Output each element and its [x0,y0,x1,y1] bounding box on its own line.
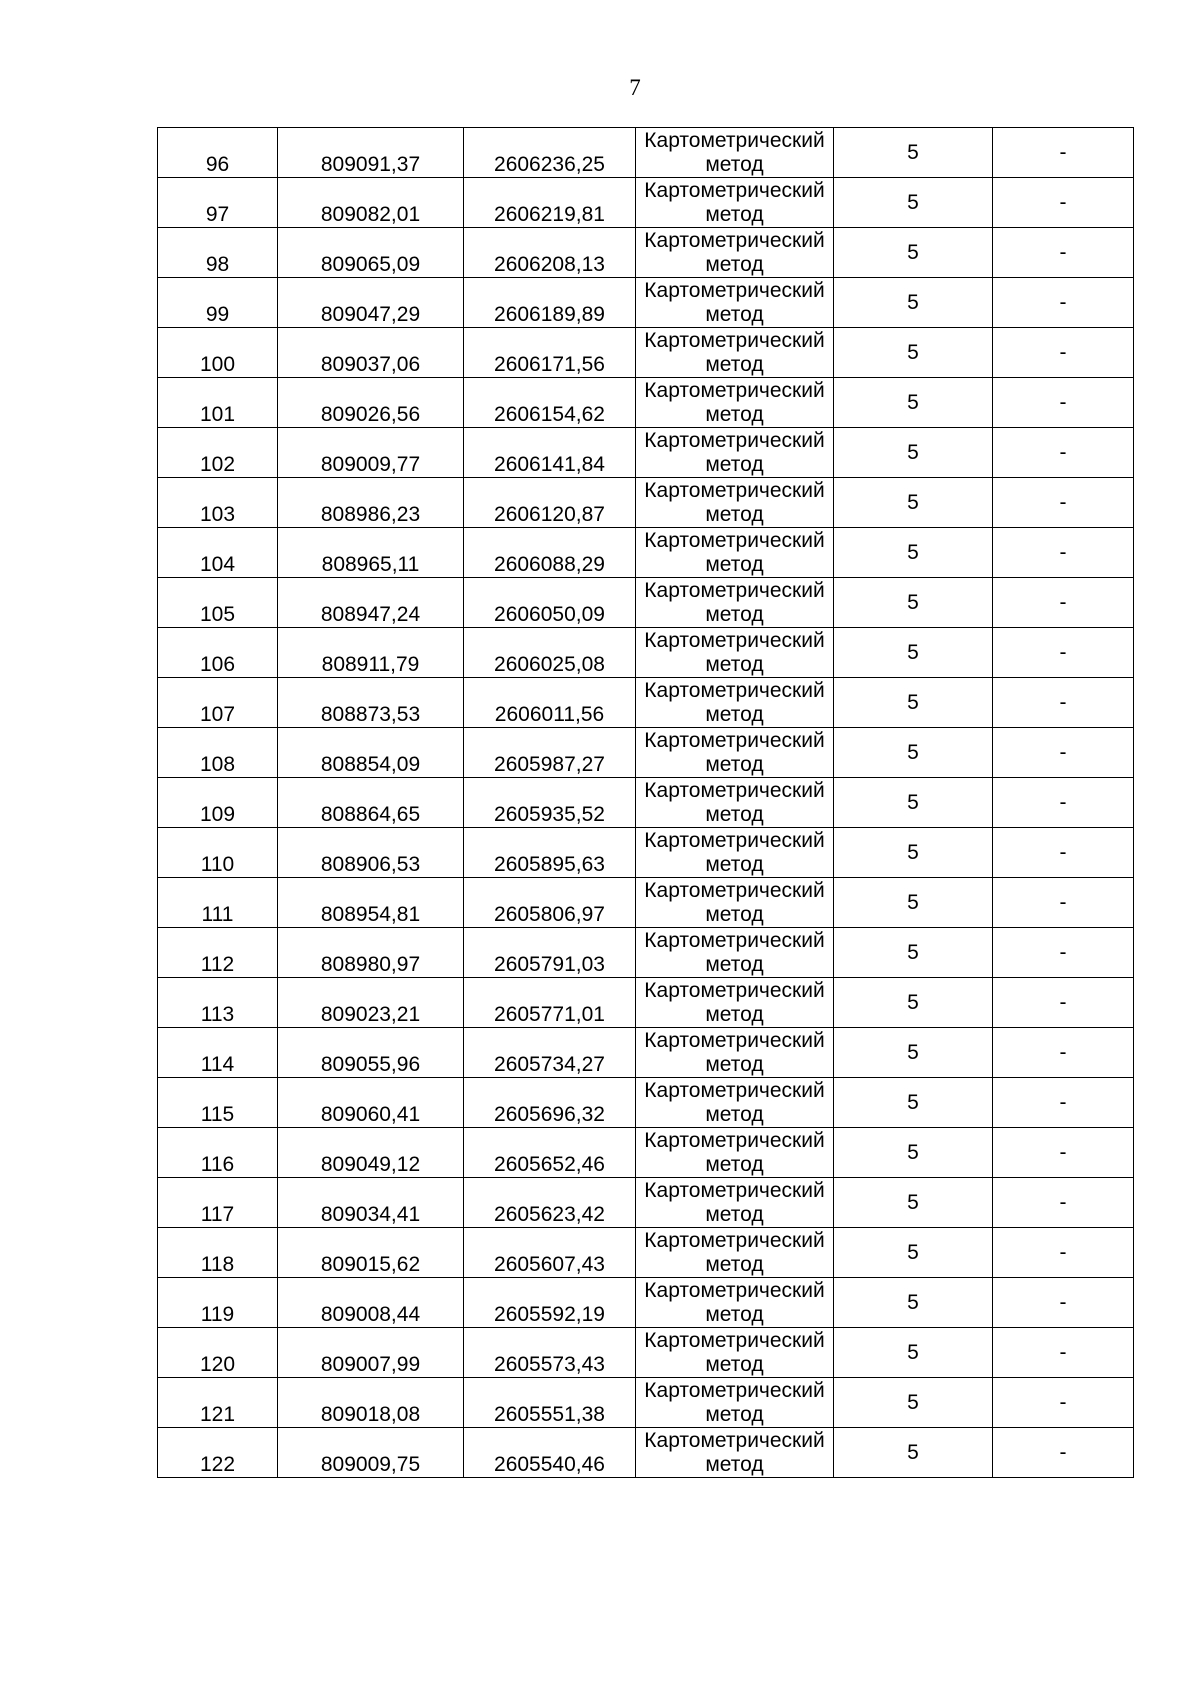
note-cell: - [993,1078,1134,1128]
method-line-2: метод [705,402,764,426]
point-number-cell: 105 [158,578,278,628]
accuracy-cell: 5 [834,1228,993,1278]
y-coordinate-cell: 2606025,08 [464,628,636,678]
accuracy-cell: 5 [834,328,993,378]
method-line-1: Картометрический [644,128,825,152]
point-number-cell: 114 [158,1028,278,1078]
x-coordinate-cell: 809008,44 [278,1278,464,1328]
point-number-cell: 102 [158,428,278,478]
accuracy-cell: 5 [834,1028,993,1078]
method-line-2: метод [705,1202,764,1226]
y-coordinate-cell: 2605806,97 [464,878,636,928]
page-number: 7 [629,75,641,100]
method-line-2: метод [705,902,764,926]
accuracy-cell: 5 [834,478,993,528]
table-row [158,428,1134,478]
table-row [158,1328,1134,1378]
y-coordinate-cell: 2606219,81 [464,178,636,228]
accuracy-cell: 5 [834,128,993,178]
method-line-1: Картометрический [644,678,825,702]
table-row [158,228,1134,278]
note-cell: - [993,128,1134,178]
y-coordinate-cell: 2606120,87 [464,478,636,528]
y-coordinate-cell: 2606236,25 [464,128,636,178]
point-number-cell: 103 [158,478,278,528]
accuracy-cell: 5 [834,1278,993,1328]
method-cell [636,1428,834,1478]
note-cell: - [993,728,1134,778]
y-coordinate-cell: 2605551,38 [464,1378,636,1428]
accuracy-cell: 5 [834,778,993,828]
method-cell [636,978,834,1028]
note-cell: - [993,1178,1134,1228]
table-row [158,1078,1134,1128]
note-cell: - [993,428,1134,478]
point-number-cell: 110 [158,828,278,878]
method-line-2: метод [705,502,764,526]
method-line-2: метод [705,1052,764,1076]
note-cell: - [993,878,1134,928]
method-line-1: Картометрический [644,1128,825,1152]
accuracy-cell: 5 [834,628,993,678]
method-cell [636,678,834,728]
y-coordinate-cell: 2605540,46 [464,1428,636,1478]
method-line-1: Картометрический [644,1028,825,1052]
y-coordinate-cell: 2606141,84 [464,428,636,478]
method-line-2: метод [705,1402,764,1426]
method-line-2: метод [705,652,764,676]
note-cell: - [993,678,1134,728]
point-number-cell: 97 [158,178,278,228]
method-line-1: Картометрический [644,428,825,452]
x-coordinate-cell: 809034,41 [278,1178,464,1228]
point-number-cell: 101 [158,378,278,428]
x-coordinate-cell: 808864,65 [278,778,464,828]
table-body [158,128,1134,1478]
method-line-1: Картометрический [644,528,825,552]
table-row [158,478,1134,528]
table-row [158,1178,1134,1228]
x-coordinate-cell: 808980,97 [278,928,464,978]
method-line-2: метод [705,452,764,476]
note-cell: - [993,628,1134,678]
note-cell: - [993,328,1134,378]
method-cell [636,1278,834,1328]
accuracy-cell: 5 [834,1178,993,1228]
table-row [158,328,1134,378]
y-coordinate-cell: 2606011,56 [464,678,636,728]
accuracy-cell: 5 [834,828,993,878]
table-row [158,578,1134,628]
method-line-2: метод [705,1452,764,1476]
method-line-2: метод [705,1002,764,1026]
x-coordinate-cell: 809018,08 [278,1378,464,1428]
point-number-cell: 122 [158,1428,278,1478]
method-cell [636,628,834,678]
method-line-1: Картометрический [644,928,825,952]
point-number-cell: 108 [158,728,278,778]
point-number-cell: 118 [158,1228,278,1278]
x-coordinate-cell: 808947,24 [278,578,464,628]
note-cell: - [993,178,1134,228]
x-coordinate-cell: 809037,06 [278,328,464,378]
method-cell [636,128,834,178]
x-coordinate-cell: 809026,56 [278,378,464,428]
method-line-1: Картометрический [644,728,825,752]
x-coordinate-cell: 808854,09 [278,728,464,778]
accuracy-cell: 5 [834,1128,993,1178]
table-row [158,1128,1134,1178]
method-cell [636,478,834,528]
method-line-2: метод [705,602,764,626]
point-number-cell: 107 [158,678,278,728]
method-cell [636,1228,834,1278]
accuracy-cell: 5 [834,428,993,478]
method-line-2: метод [705,552,764,576]
method-line-2: метод [705,302,764,326]
point-number-cell: 98 [158,228,278,278]
accuracy-cell: 5 [834,1078,993,1128]
point-number-cell: 100 [158,328,278,378]
method-line-1: Картометрический [644,1228,825,1252]
x-coordinate-cell: 809009,77 [278,428,464,478]
note-cell: - [993,778,1134,828]
table-row [158,528,1134,578]
note-cell: - [993,1328,1134,1378]
accuracy-cell: 5 [834,878,993,928]
note-cell: - [993,228,1134,278]
accuracy-cell: 5 [834,378,993,428]
note-cell: - [993,1378,1134,1428]
y-coordinate-cell: 2605607,43 [464,1228,636,1278]
method-line-1: Картометрический [644,1278,825,1302]
table-row [158,1378,1134,1428]
method-line-2: метод [705,802,764,826]
method-cell [636,778,834,828]
point-number-cell: 120 [158,1328,278,1378]
accuracy-cell: 5 [834,228,993,278]
method-line-2: метод [705,952,764,976]
method-line-1: Картометрический [644,178,825,202]
y-coordinate-cell: 2605623,42 [464,1178,636,1228]
point-number-cell: 121 [158,1378,278,1428]
coordinates-table [157,127,1134,1478]
note-cell: - [993,828,1134,878]
method-line-1: Картометрический [644,1428,825,1452]
method-cell [636,378,834,428]
method-cell [636,1328,834,1378]
accuracy-cell: 5 [834,278,993,328]
table-row [158,678,1134,728]
method-cell [636,1128,834,1178]
table-row [158,1278,1134,1328]
method-cell [636,728,834,778]
method-line-1: Картометрический [644,278,825,302]
y-coordinate-cell: 2606171,56 [464,328,636,378]
x-coordinate-cell: 809007,99 [278,1328,464,1378]
method-line-1: Картометрический [644,228,825,252]
method-line-1: Картометрический [644,478,825,502]
accuracy-cell: 5 [834,728,993,778]
method-line-2: метод [705,1102,764,1126]
point-number-cell: 117 [158,1178,278,1228]
note-cell: - [993,528,1134,578]
note-cell: - [993,1028,1134,1078]
method-line-2: метод [705,752,764,776]
table-row [158,128,1134,178]
method-line-2: метод [705,202,764,226]
method-line-1: Картометрический [644,778,825,802]
method-line-1: Картометрический [644,878,825,902]
note-cell: - [993,1228,1134,1278]
method-line-1: Картометрический [644,1078,825,1102]
x-coordinate-cell: 809065,09 [278,228,464,278]
method-line-1: Картометрический [644,628,825,652]
point-number-cell: 104 [158,528,278,578]
table-row [158,278,1134,328]
method-cell [636,178,834,228]
method-cell [636,428,834,478]
method-line-1: Картометрический [644,978,825,1002]
note-cell: - [993,928,1134,978]
y-coordinate-cell: 2605895,63 [464,828,636,878]
note-cell: - [993,1278,1134,1328]
y-coordinate-cell: 2606208,13 [464,228,636,278]
method-cell [636,928,834,978]
table-row [158,1228,1134,1278]
point-number-cell: 96 [158,128,278,178]
y-coordinate-cell: 2605734,27 [464,1028,636,1078]
table-row [158,628,1134,678]
y-coordinate-cell: 2605652,46 [464,1128,636,1178]
x-coordinate-cell: 808906,53 [278,828,464,878]
accuracy-cell: 5 [834,528,993,578]
point-number-cell: 119 [158,1278,278,1328]
table-row [158,878,1134,928]
method-line-1: Картометрический [644,328,825,352]
x-coordinate-cell: 809055,96 [278,1028,464,1078]
y-coordinate-cell: 2605696,32 [464,1078,636,1128]
x-coordinate-cell: 808954,81 [278,878,464,928]
method-line-2: метод [705,152,764,176]
table-row [158,378,1134,428]
y-coordinate-cell: 2605935,52 [464,778,636,828]
x-coordinate-cell: 808911,79 [278,628,464,678]
method-line-1: Картометрический [644,578,825,602]
method-line-1: Картометрический [644,828,825,852]
accuracy-cell: 5 [834,178,993,228]
y-coordinate-cell: 2605573,43 [464,1328,636,1378]
y-coordinate-cell: 2605771,01 [464,978,636,1028]
method-cell [636,528,834,578]
x-coordinate-cell: 809091,37 [278,128,464,178]
x-coordinate-cell: 809049,12 [278,1128,464,1178]
method-line-2: метод [705,1152,764,1176]
y-coordinate-cell: 2606189,89 [464,278,636,328]
table-row [158,1028,1134,1078]
method-cell [636,1378,834,1428]
note-cell: - [993,578,1134,628]
note-cell: - [993,1128,1134,1178]
x-coordinate-cell: 809023,21 [278,978,464,1028]
x-coordinate-cell: 809047,29 [278,278,464,328]
point-number-cell: 106 [158,628,278,678]
method-line-2: метод [705,352,764,376]
method-cell [636,1178,834,1228]
accuracy-cell: 5 [834,978,993,1028]
y-coordinate-cell: 2606154,62 [464,378,636,428]
method-cell [636,878,834,928]
method-line-2: метод [705,252,764,276]
point-number-cell: 115 [158,1078,278,1128]
method-line-1: Картометрический [644,1178,825,1202]
note-cell: - [993,378,1134,428]
method-line-1: Картометрический [644,1378,825,1402]
accuracy-cell: 5 [834,928,993,978]
note-cell: - [993,478,1134,528]
point-number-cell: 116 [158,1128,278,1178]
method-line-1: Картометрический [644,1328,825,1352]
method-cell [636,278,834,328]
x-coordinate-cell: 809060,41 [278,1078,464,1128]
x-coordinate-cell: 809082,01 [278,178,464,228]
x-coordinate-cell: 808965,11 [278,528,464,578]
x-coordinate-cell: 809015,62 [278,1228,464,1278]
accuracy-cell: 5 [834,1378,993,1428]
table-row [158,978,1134,1028]
table-row [158,928,1134,978]
method-cell [636,828,834,878]
method-line-2: метод [705,1302,764,1326]
method-cell [636,1078,834,1128]
y-coordinate-cell: 2605791,03 [464,928,636,978]
method-line-2: метод [705,852,764,876]
x-coordinate-cell: 808873,53 [278,678,464,728]
note-cell: - [993,278,1134,328]
y-coordinate-cell: 2606088,29 [464,528,636,578]
point-number-cell: 99 [158,278,278,328]
point-number-cell: 109 [158,778,278,828]
y-coordinate-cell: 2606050,09 [464,578,636,628]
accuracy-cell: 5 [834,1428,993,1478]
accuracy-cell: 5 [834,1328,993,1378]
y-coordinate-cell: 2605592,19 [464,1278,636,1328]
accuracy-cell: 5 [834,678,993,728]
point-number-cell: 111 [158,878,278,928]
method-cell [636,1028,834,1078]
table-row [158,178,1134,228]
method-cell [636,328,834,378]
x-coordinate-cell: 808986,23 [278,478,464,528]
table-row [158,1428,1134,1478]
method-line-1: Картометрический [644,378,825,402]
point-number-cell: 112 [158,928,278,978]
y-coordinate-cell: 2605987,27 [464,728,636,778]
x-coordinate-cell: 809009,75 [278,1428,464,1478]
method-line-2: метод [705,702,764,726]
accuracy-cell: 5 [834,578,993,628]
table-row [158,828,1134,878]
method-cell [636,228,834,278]
method-cell [636,578,834,628]
table-row [158,728,1134,778]
method-line-2: метод [705,1352,764,1376]
method-line-2: метод [705,1252,764,1276]
table-row [158,778,1134,828]
note-cell: - [993,1428,1134,1478]
point-number-cell: 113 [158,978,278,1028]
note-cell: - [993,978,1134,1028]
